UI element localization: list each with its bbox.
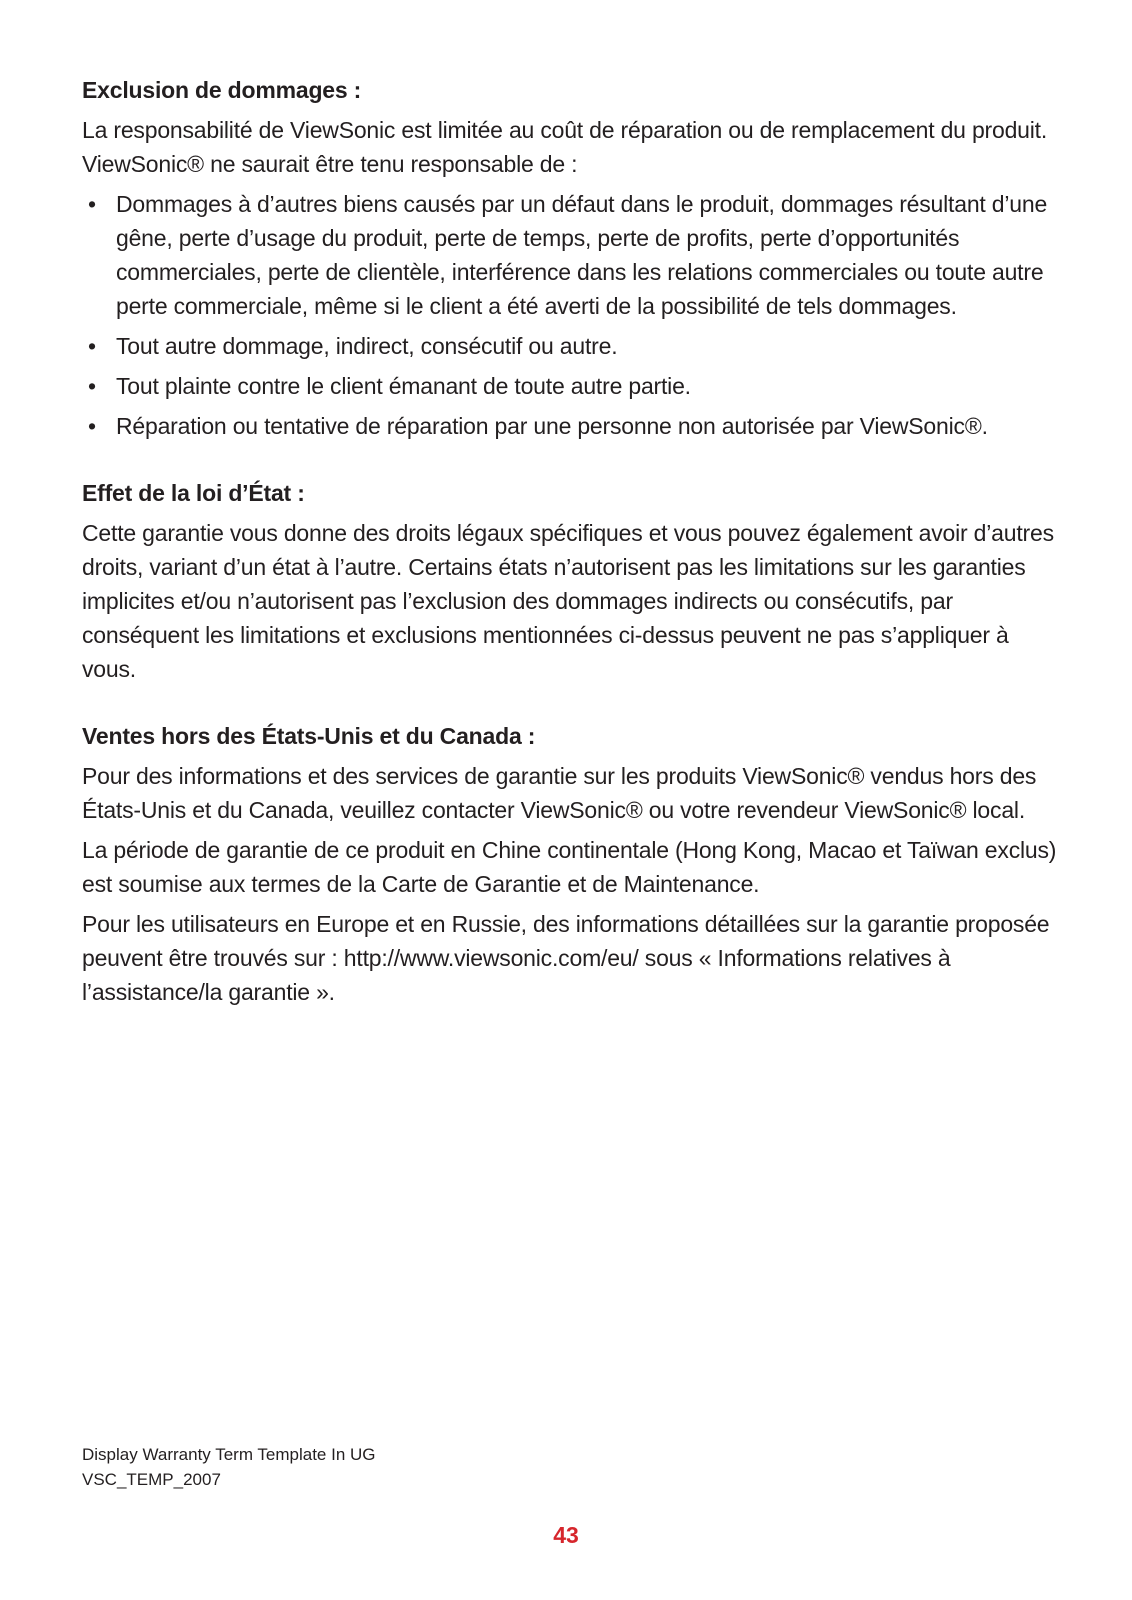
section-heading: Ventes hors des États-Unis et du Canada : <box>82 723 536 749</box>
list-item <box>82 369 1062 403</box>
list-item <box>82 329 1062 363</box>
footer-template-code: VSC_TEMP_2007 <box>82 1470 221 1489</box>
bullet-icon: • <box>88 413 96 439</box>
footer <box>82 1442 376 1492</box>
bullet-icon: • <box>88 191 96 217</box>
section-heading: Exclusion de dommages : <box>82 77 362 103</box>
document-page <box>82 74 1062 1015</box>
section-effet-de-la-loi <box>82 477 1062 686</box>
section-heading: Effet de la loi d’État : <box>82 480 305 506</box>
section-ventes-hors-etats-unis <box>82 720 1062 1009</box>
list-item <box>82 187 1062 323</box>
bullet-list <box>82 187 1062 443</box>
section-exclusion-de-dommages <box>82 74 1062 443</box>
list-item-text: Tout autre dommage, indirect, consécutif ou autre. <box>116 333 618 359</box>
bullet-icon: • <box>88 333 96 359</box>
section-paragraph: Cette garantie vous donne des droits légaux spécifiques et vous pouvez également avoir d’autres droits, variant d’un état à l’autre. Certains états n’autorisent pas les limitations sur les garanties implicites et/ou n’autorisent pas l’exclusion des dommages indirects ou consécutifs, par conséquent les limitations et exclusions mentionnées ci-dessus peuvent ne pas s’appliquer à vous. <box>82 520 1054 682</box>
section-paragraph: Pour des informations et des services de garantie sur les produits ViewSonic® vendus hors des États-Unis et du Canada, veuillez contacter ViewSonic® ou votre revendeur ViewSonic® local. <box>82 763 1037 823</box>
bullet-icon: • <box>88 373 96 399</box>
section-paragraph: Pour les utilisateurs en Europe et en Russie, des informations détaillées sur la garantie proposée peuvent être trouvés sur : http://www.viewsonic.com/eu/ sous « Informations relatives à l’assistance/la garantie ». <box>82 911 1050 1005</box>
section-paragraph: La responsabilité de ViewSonic est limitée au coût de réparation ou de remplacement du produit. ViewSonic® ne saurait être tenu responsable de : <box>82 117 1048 177</box>
list-item-text: Réparation ou tentative de réparation par une personne non autorisée par ViewSonic®. <box>116 413 988 439</box>
list-item-text: Dommages à d’autres biens causés par un défaut dans le produit, dommages résultant d’une gêne, perte d’usage du produit, perte de temps, perte de profits, perte d’opportunités commerciales, perte de clientèle, interférence dans les relations commerciales ou toute autre perte commerciale, même si le client a été averti de la possibilité de tels dommages. <box>116 191 1048 319</box>
section-paragraph: La période de garantie de ce produit en Chine continentale (Hong Kong, Macao et Taïwan exclus) est soumise aux termes de la Carte de Garantie et de Maintenance. <box>82 837 1057 897</box>
footer-template-name: Display Warranty Term Template In UG <box>82 1445 376 1464</box>
list-item-text: Tout plainte contre le client émanant de toute autre partie. <box>116 373 691 399</box>
list-item <box>82 409 1062 443</box>
page-number: 43 <box>553 1522 579 1548</box>
